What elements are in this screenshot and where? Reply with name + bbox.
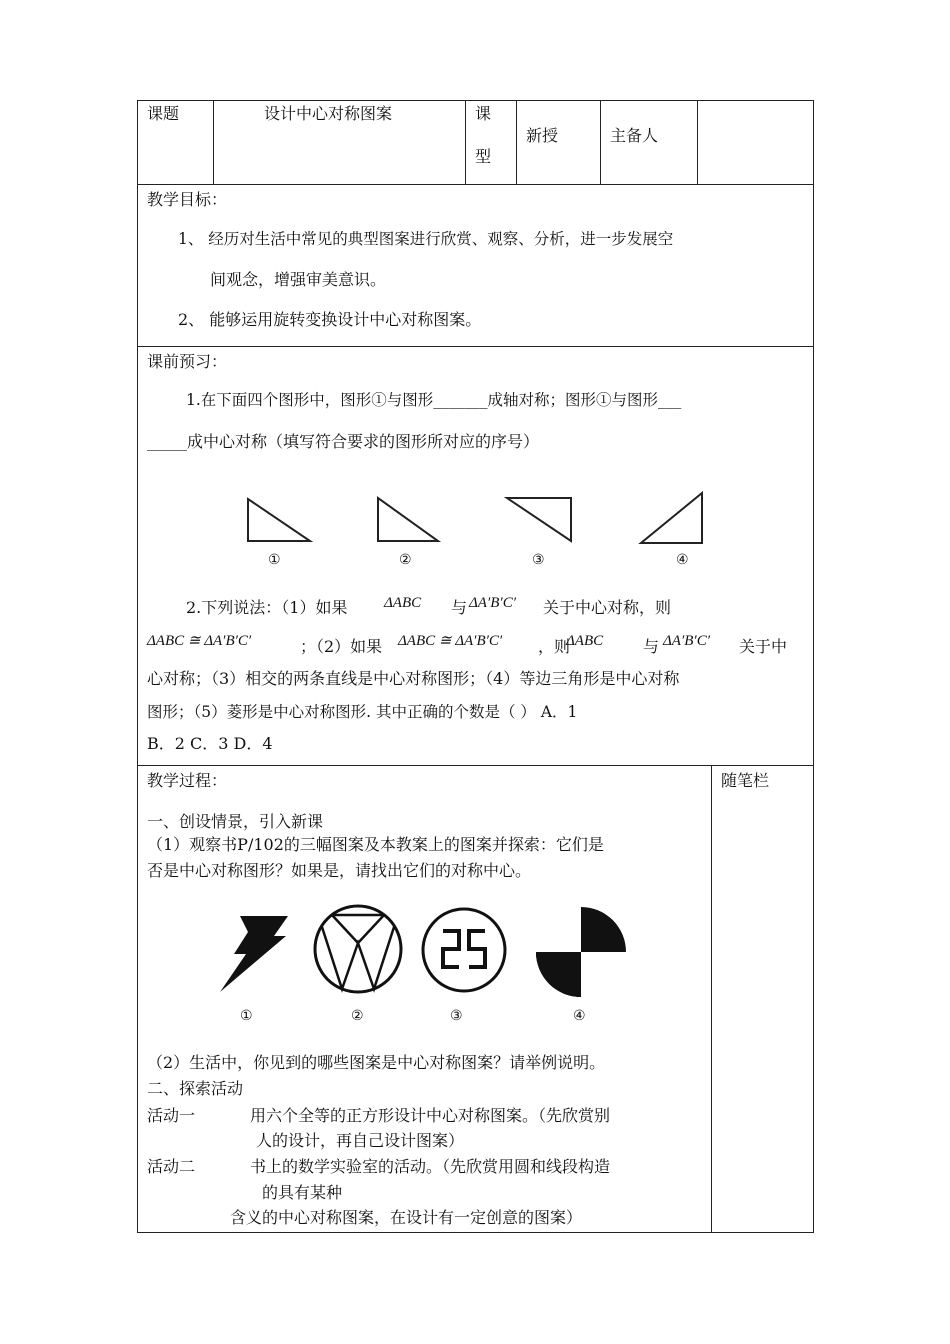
header-col-divider-1: [213, 100, 214, 184]
triangle-label-2: ②: [399, 552, 412, 568]
type-label-2: 型: [475, 147, 492, 166]
figure-label-1: ①: [240, 1008, 253, 1024]
process-title: 教学过程：: [147, 771, 228, 790]
row-divider-2: [137, 346, 814, 347]
header-col-divider-4: [600, 100, 601, 184]
preview-title: 课前预习：: [147, 352, 228, 371]
row-divider-1: [137, 184, 814, 185]
section-2-heading: 二、探索活动: [147, 1079, 244, 1098]
preview-q2-line2-a: ；（2）如果: [300, 637, 383, 656]
triangle-label-1: ①: [268, 552, 281, 568]
process-p2: （2）生活中，你见到的哪些图案是中心对称图案？请举例说明。: [147, 1053, 606, 1072]
figure-label-3: ③: [450, 1008, 463, 1024]
type-label-1: 课: [475, 104, 492, 123]
preview-q1-line2: _____成中心对称（填写符合要求的图形所对应的序号）: [147, 432, 540, 451]
preview-q2-line1-b: 关于中心对称，则: [543, 598, 672, 617]
triangle-figure-4: [639, 491, 709, 547]
abc-expr-1: ΔABC: [384, 595, 422, 611]
objective-1-line1: 1、 经历对生活中常见的典型图案进行欣赏、观察、分析，进一步发展空: [178, 230, 674, 248]
activity-2-line1: 书上的数学实验室的活动。（先欣赏用圆和线段构造: [250, 1157, 611, 1176]
preview-q2-line1-a: 2.下列说法：（1）如果: [186, 598, 348, 617]
objectives-title: 教学目标：: [147, 190, 228, 209]
activity-2-label: 活动二: [147, 1157, 196, 1176]
header-col-divider-5: [697, 100, 698, 184]
preview-q2-line2-b: ，则: [538, 637, 571, 656]
abc-expr-2: ΔABC: [566, 633, 604, 649]
objective-1-line2: 间观念，增强审美意识。: [210, 270, 387, 289]
triangle-figure-1: [246, 497, 316, 545]
preview-q1-line1: 1.在下面四个图形中，图形①与图形_______成轴对称；图形①与图形___: [186, 391, 682, 409]
topic-value: 设计中心对称图案: [264, 104, 393, 123]
activity-1-line2: 人的设计，再自己设计图案）: [256, 1131, 465, 1150]
header-col-divider-3: [516, 100, 517, 184]
header-col-divider-2: [465, 100, 466, 184]
lightning-bolt-figure: [218, 912, 290, 994]
activity-1-line1: 用六个全等的正方形设计中心对称图案。（先欣赏别: [250, 1106, 611, 1125]
row-divider-3: [137, 765, 814, 766]
circle-key-pattern-figure: [419, 905, 509, 995]
table-border-right: [813, 100, 814, 1233]
notes-column-label: 随笔栏: [721, 771, 770, 790]
activity-2-line3: 含义的中心对称图案，在设计有一定创意的图案）: [230, 1208, 583, 1227]
triangle-figure-3: [505, 496, 575, 546]
activity-2-line2: 的具有某种: [262, 1183, 343, 1202]
abc-prime-expr-1: ΔA′B′C′: [469, 595, 516, 611]
topic-label: 课题: [147, 104, 180, 123]
triangle-figure-2: [375, 496, 445, 546]
pinwheel-figure: [534, 905, 628, 999]
figure-label-4: ④: [573, 1008, 586, 1024]
and-1: 与: [451, 598, 468, 617]
process-p1-line1: （1）观察书P/102的三幅图案及本教案上的图案并探索：它们是: [147, 835, 604, 854]
abc-prime-expr-2: ΔA′B′C′: [663, 633, 710, 649]
activity-1-label: 活动一: [147, 1106, 196, 1125]
congruent-expr-2: ΔABC ≅ ΔA′B′C′: [398, 633, 503, 649]
preview-q2-line3: 心对称；（3）相交的两条直线是中心对称图形；（4）等边三角形是中心对称: [147, 669, 680, 688]
notes-col-divider: [711, 765, 712, 1232]
and-2: 与: [643, 637, 660, 656]
preparer-label: 主备人: [610, 126, 659, 145]
circle-w-figure: [312, 903, 404, 995]
preview-q2-line5: B．2 C．3 D．4: [147, 734, 273, 753]
triangle-label-4: ④: [676, 552, 689, 568]
objective-2: 2、 能够运用旋转变换设计中心对称图案。: [178, 310, 482, 329]
congruent-expr-1: ΔABC ≅ ΔA′B′C′: [147, 633, 252, 649]
table-border-left: [137, 100, 138, 1233]
section-1-heading: 一、创设情景，引入新课: [147, 812, 324, 831]
type-value: 新授: [526, 126, 559, 145]
figure-label-2: ②: [351, 1008, 364, 1024]
preview-q2-line2-c: 关于中: [739, 637, 788, 656]
preview-q2-line4: 图形；（5）菱形是中心对称图形. 其中正确的个数是（ ） A．1: [147, 703, 578, 721]
process-p1-line2: 否是中心对称图形？如果是，请找出它们的对称中心。: [147, 861, 532, 880]
triangle-label-3: ③: [532, 552, 545, 568]
table-border-bottom: [137, 1232, 814, 1233]
table-border-top: [137, 100, 814, 101]
